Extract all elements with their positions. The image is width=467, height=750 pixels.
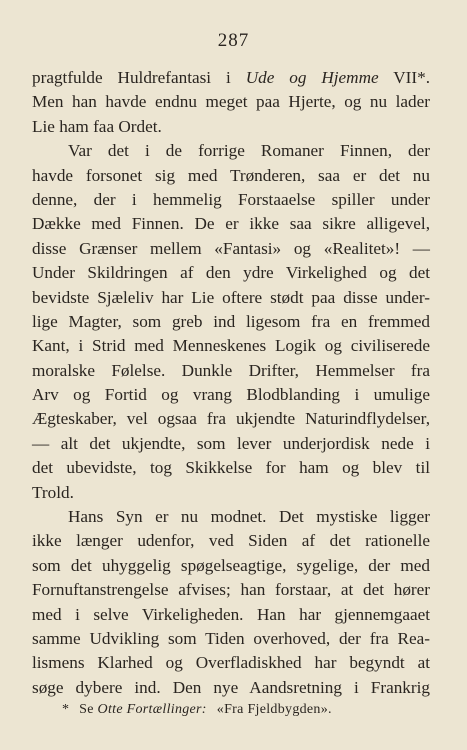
text-line: Kant, i Strid med Menneskenes Logik og civiliserede bbox=[32, 336, 430, 356]
text-line: samme Udvikling som Tiden overhoved, der fra Rea- bbox=[32, 628, 430, 648]
text-line: ikke længer udenfor, ved Siden af det rationelle bbox=[32, 531, 430, 551]
text-line-segment: VII*. bbox=[378, 68, 430, 87]
text-line: søge dybere ind. Den nye Aandsretning i Frankrig bbox=[32, 677, 430, 697]
book-title: Ude og Hjemme bbox=[245, 68, 379, 87]
text-line: Hans Syn er nu modnet. Det mystiske ligger bbox=[68, 507, 430, 527]
text-line: — alt det ukjendte, som lever underjordisk nede i bbox=[32, 433, 430, 453]
text-line: Lie ham faa Ordet. bbox=[32, 116, 162, 136]
text-line: som det uhyggelig spøgelseagtige, sygelige, der med bbox=[32, 555, 430, 575]
text-line: moralske Følelse. Dunkle Drifter, Hemmelser fra bbox=[32, 360, 430, 380]
footnote bbox=[62, 702, 332, 718]
text-line: Arv og Fortid og vrang Blodblanding i umulige bbox=[32, 385, 430, 405]
text-line-segment: pragtfulde Huldrefantasi i bbox=[32, 68, 246, 87]
page-number: 287 bbox=[217, 30, 250, 51]
footnote-title: Otte Fortællinger: bbox=[97, 702, 207, 717]
text-line: bevidste Sjæleliv har Lie oftere stødt paa disse under- bbox=[32, 287, 430, 307]
text-line: Var det i de forrige Romaner Finnen, der bbox=[68, 141, 430, 161]
footnote-mark: * bbox=[62, 702, 70, 717]
text-line: Men han havde endnu meget paa Hjerte, og nu lader bbox=[32, 92, 430, 112]
text-line: det ubevidste, tog Skikkelse for ham og blev til bbox=[32, 458, 430, 478]
text-line: Dække med Finnen. De er ikke saa sikre alligevel, bbox=[32, 214, 430, 234]
text-line: med i selve Virkeligheden. Han har gjennemgaaet bbox=[32, 604, 430, 624]
text-line: Under Skildringen af den ydre Virkelighed og det bbox=[32, 263, 430, 283]
footnote-quote: «Fra Fjeldbygden». bbox=[216, 702, 332, 717]
text-line bbox=[32, 66, 430, 90]
text-line: denne, der i hemmelig Forstaaelse spiller under bbox=[32, 189, 430, 209]
text-line: disse Grænser mellem «Fantasi» og «Realitet»! — bbox=[32, 238, 430, 258]
text-line: Ægteskaber, vel ogsaa fra ukjendte Naturindflydelser, bbox=[32, 409, 430, 429]
footnote-prefix: Se bbox=[79, 702, 94, 717]
text-line: Trold. bbox=[32, 482, 74, 502]
text-line: lismens Klarhed og Overfladiskhed har begyndt at bbox=[32, 653, 430, 673]
text-line: havde forsonet sig med Trønderen, saa er det nu bbox=[32, 165, 430, 185]
body-text bbox=[32, 66, 430, 700]
text-line: Fornuftanstrengelse afvises; han forstaar, at det hører bbox=[32, 580, 430, 600]
text-line: lige Magter, som greb ind ligesom fra en fremmed bbox=[32, 311, 430, 331]
